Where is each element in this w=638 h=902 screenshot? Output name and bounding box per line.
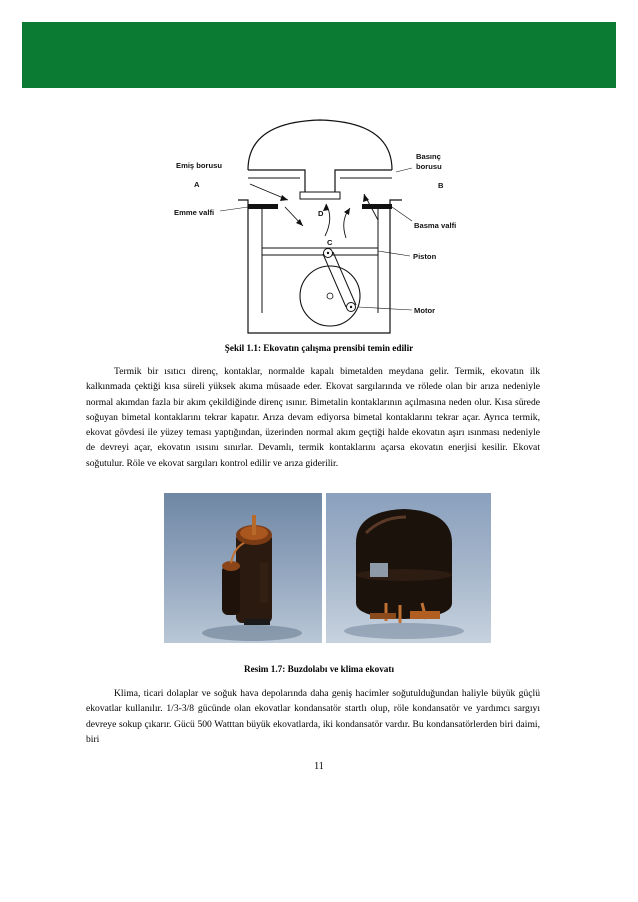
paragraph-klima bbox=[86, 686, 540, 747]
compressor-diagram bbox=[120, 108, 520, 338]
label-piston: Piston bbox=[413, 252, 437, 261]
header-band bbox=[22, 22, 616, 88]
label-emme-valfi: Emme valfi bbox=[174, 208, 215, 217]
label-borusu: borusu bbox=[416, 162, 442, 171]
label-d: D bbox=[318, 209, 324, 218]
photo-air-conditioner-compressor bbox=[326, 493, 491, 643]
paragraph-termik-text: Termik bir ısıtıcı direnç, kontaklar, normalde kapalı bimetalden meydana gelir. Termik, ekovatın ilk kalkınmada çektiği kısa süreli yüksek akıma müsaade eder. Ekovat sargılarında ve rölede olan bir arıza nedeniyle normal akımdan fazla bir akım çekildiğinde direnç ısınır. Bimetalin kontaklarının açılmasına neden olur. Kısa sürede soğuyan bimetal kontaklarını tekrar kapatır. Arıza devam ediyorsa bimetal kontaklarını tekrar açar. Ayrıca termik, ekovat gövdesi ile yüzey teması yaptığından, üzerinden normal akım geçtiği halde ekovatın aşırı ısınması nedeniyle de devreyi açar, ekovatın ısısını sınırlar. Devamlı, termik kontaklarını açarsa ekovatın enerjisi kesilir. Ekovat soğutulur. Röle ve ekovat sargıları kontrol edilir ve arıza giderilir. bbox=[86, 366, 540, 469]
paragraph-termik bbox=[86, 364, 540, 471]
page-number: 11 bbox=[314, 761, 324, 772]
label-c: C bbox=[327, 238, 333, 247]
paragraph-klima-text: Klima, ticari dolaplar ve soğuk hava depolarında daha geniş hacimler soğutulduğundan haliyle büyük güçlü ekovatlar kullanılır. 1/3-3/8 gücünde olan ekovatlar kondansatör startlı olup, röle kondansatör ve yardımcı sargıyı devreye sokup çıkarır. Gücü 500 Watttan büyük ekovatlarda, iki kondansatör vardır. Bu kondansatörlerden biri daimi, biri bbox=[86, 688, 540, 745]
label-a: A bbox=[194, 180, 200, 189]
label-basma-valfi: Basma valfi bbox=[414, 221, 457, 230]
photo-caption: Resim 1.7: Buzdolabı ve klima ekovatı bbox=[243, 664, 395, 674]
label-b: B bbox=[438, 181, 444, 190]
figure-caption: Şekil 1.1: Ekovatın çalışma prensibi temin edilir bbox=[224, 343, 414, 353]
label-basinc: Basınç bbox=[416, 152, 441, 161]
photo-refrigerator-compressor bbox=[164, 493, 322, 643]
label-motor: Motor bbox=[414, 306, 436, 315]
label-emis-borusu: Emiş borusu bbox=[176, 161, 222, 170]
